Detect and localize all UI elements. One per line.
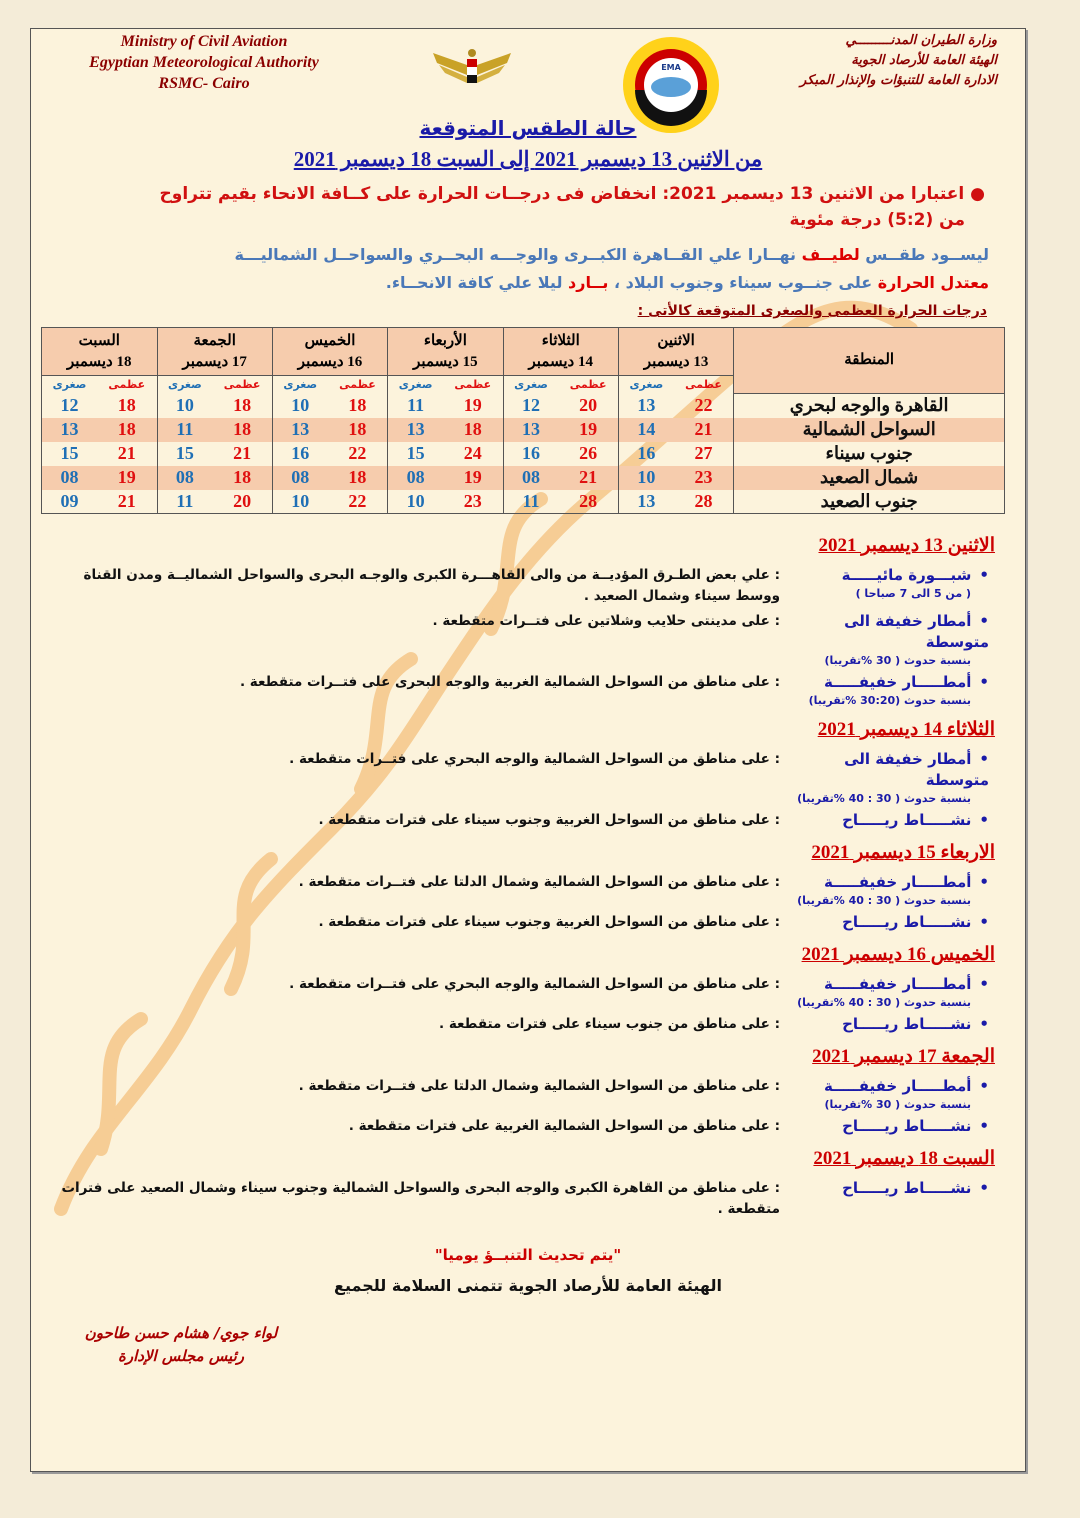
- probability-note: بنسبة حدوث ( 30 : 40 %تقريبا): [797, 792, 971, 805]
- min-temp: 13: [618, 490, 673, 514]
- phenomenon-label: [780, 974, 995, 1010]
- safety-wish: الهيئة العامة للأرصاد الجوية تتمنى السلامة للجميع: [334, 1276, 722, 1295]
- region-header: المنطقة: [734, 328, 1005, 394]
- forecast-item: [51, 1116, 995, 1137]
- affected-areas: : على مناطق من السواحل الشمالية وشمال الدلتا على فتــرات متقطعة .: [298, 874, 780, 890]
- affected-areas: : على مناطق من السواحل الشمالية الغربية والوجه البحرى على فتــرات متقطعة .: [239, 674, 780, 690]
- min-temp: 08: [503, 466, 558, 490]
- phenomenon-name: شبـــورة مائيـــــة: [841, 566, 972, 584]
- summary-highlight: معتدل الحرارة: [877, 273, 989, 292]
- day-name: الثلاثاء: [541, 332, 580, 349]
- max-temp: 18: [212, 418, 272, 442]
- table-row: [42, 466, 1005, 490]
- forecast-item: [51, 749, 995, 806]
- min-temp: 12: [42, 394, 97, 418]
- region-name: شمال الصعيد: [734, 466, 1005, 490]
- min-label: صغرى: [157, 376, 212, 394]
- max-temp: 18: [328, 418, 388, 442]
- forecast-item: [51, 872, 995, 908]
- bullet-icon: •: [979, 975, 989, 993]
- arabic-header: [747, 31, 997, 91]
- forecast-day-heading: الاثنين 13 ديسمبر 2021: [818, 535, 995, 556]
- probability-note: بنسبة حدوث ( 30 : 40 %تقريبا): [797, 996, 971, 1009]
- forecast-day-section: [51, 1147, 1005, 1220]
- phenomenon-label: [780, 1178, 995, 1199]
- probability-note: بنسبة حدوث ( 30 %تقريبا): [824, 654, 971, 667]
- phenomenon-label: [780, 565, 995, 601]
- forecast-item: [51, 1178, 995, 1220]
- phenomenon-name: نشـــــاط ريـــــاح: [842, 1117, 972, 1135]
- forecast-day-heading: الخميس 16 ديسمبر 2021: [801, 944, 995, 965]
- forecast-day-heading: الاربعاء 15 ديسمبر 2021: [811, 842, 995, 863]
- phenomenon-name: أمطار خفيفة الى متوسطة: [844, 750, 989, 789]
- max-temp: 18: [348, 395, 367, 415]
- max-temp: 19: [463, 395, 482, 415]
- summary-text: نهــارا علي القــاهرة الكبــرى والوجـــه البحــري والسواحــل الشماليـــة: [234, 245, 802, 264]
- bullet-icon: •: [979, 811, 989, 829]
- forecast-item: [51, 810, 995, 831]
- department-name-ar: الادارة العامة للتنبؤات والإنذار المبكر: [800, 73, 997, 88]
- forecast-day-section: [51, 943, 1005, 1035]
- affected-areas: : على مناطق من السواحل الشمالية الغربية على فترات متقطعة .: [348, 1118, 780, 1134]
- page-title: حالة الطقس المتوقعة: [419, 116, 637, 140]
- signatory-title: رئيس مجلس الإدارة: [118, 1347, 244, 1365]
- page-subtitle: من الاثنين 13 ديسمبر 2021 إلى السبت 18 ديسمبر 2021: [293, 147, 763, 171]
- max-temp: 23: [443, 490, 503, 514]
- phenomenon-label: [780, 611, 995, 668]
- max-temp: 19: [558, 418, 618, 442]
- day-date: 16 ديسمبر: [297, 353, 363, 370]
- temperatures-heading: درجات الحرارة العظمى والصغرى المتوقعة كالأتى :: [637, 303, 987, 319]
- max-temp: 18: [443, 418, 503, 442]
- phenomenon-label: [780, 912, 995, 933]
- day-name: الجمعة: [193, 332, 236, 349]
- day-header: [272, 328, 387, 376]
- phenomenon-label: [780, 872, 995, 908]
- day-name: الاثنين: [657, 332, 695, 349]
- max-temp: 26: [579, 443, 598, 463]
- phenomenon-label: [780, 1076, 995, 1112]
- phenomenon-name: أمطـــــار خفيفـــــة: [823, 873, 972, 891]
- max-temp: 18: [97, 418, 157, 442]
- forecast-day-section: [51, 534, 1005, 708]
- region-name: جنوب سيناء: [734, 442, 1005, 466]
- day-date: 15 ديسمبر: [413, 353, 478, 370]
- min-label: صغرى: [388, 376, 443, 394]
- bullet-icon: •: [979, 913, 989, 931]
- max-label: عظمى: [569, 378, 607, 392]
- ministry-eagle-logo-icon: [431, 45, 513, 97]
- forecast-day-heading: السبت 18 ديسمبر 2021: [813, 1148, 995, 1169]
- bullet-icon: •: [979, 1117, 989, 1135]
- day-date: 17 ديسمبر: [182, 353, 247, 370]
- table-row: [42, 442, 1005, 466]
- affected-areas: : علي بعض الطـرق المؤديــة من والى القاهـــرة الكبرى والوجـه البحرى والسواحل الشماليــة ومدن القناة ووسط سيناء وشمال الصعيد .: [83, 567, 780, 604]
- max-temp: 23: [674, 466, 734, 490]
- signature: [61, 1322, 301, 1368]
- forecast-item: [51, 565, 995, 607]
- min-temp: 08: [42, 466, 97, 490]
- bullet-icon: •: [979, 673, 989, 691]
- max-temp: 20: [212, 490, 272, 514]
- phenomenon-name: أمطار خفيفة الى متوسطة: [844, 612, 989, 651]
- min-temp: 15: [157, 442, 212, 466]
- summary-text: ليلا علي كافة الانحــاء.: [385, 273, 569, 292]
- min-temp: 15: [42, 442, 97, 466]
- region-name: جنوب الصعيد: [734, 490, 1005, 514]
- min-temp: 11: [503, 490, 558, 514]
- min-label: صغرى: [272, 376, 327, 394]
- table-row: [42, 418, 1005, 442]
- max-label: عظمى: [108, 378, 146, 392]
- max-temp: 21: [97, 490, 157, 514]
- min-temp: 16: [503, 442, 558, 466]
- max-temp: 19: [97, 466, 157, 490]
- weather-summary: [51, 241, 1005, 297]
- bullet-icon: •: [979, 873, 989, 891]
- phenomenon-label: [780, 749, 995, 806]
- min-temp: 13: [618, 394, 673, 418]
- min-temp: 11: [157, 490, 212, 514]
- max-temp: 21: [233, 443, 252, 463]
- forecast-day-heading: الثلاثاء 14 ديسمبر 2021: [817, 719, 995, 740]
- forecast-day-section: [51, 1045, 1005, 1137]
- forecast-day-section: [51, 841, 1005, 933]
- forecast-item: [51, 1014, 995, 1035]
- max-label: عظمى: [454, 378, 492, 392]
- min-temp: 13: [388, 418, 443, 442]
- phenomenon-name: نشـــــاط ريـــــاح: [842, 811, 972, 829]
- day-header: [388, 328, 503, 376]
- forecast-document: [30, 28, 1026, 1472]
- max-temp: 22: [694, 395, 713, 415]
- min-temp: 14: [618, 418, 673, 442]
- day-name: الخميس: [304, 332, 356, 349]
- min-temp: 12: [503, 394, 558, 418]
- max-temp: 18: [117, 395, 136, 415]
- min-temp: 09: [42, 490, 97, 514]
- max-temp: 18: [328, 466, 388, 490]
- phenomenon-label: [780, 672, 995, 708]
- max-temp: 28: [558, 490, 618, 514]
- max-temp: 20: [579, 395, 598, 415]
- document-body: [51, 181, 1005, 1368]
- forecast-item: [51, 672, 995, 708]
- table-row: [42, 394, 1005, 418]
- daily-forecast: [51, 534, 1005, 1230]
- probability-note: بنسبة حدوث ( 30 : 40 %تقريبا): [797, 894, 971, 907]
- phenomenon-name: نشـــــاط ريـــــاح: [842, 913, 972, 931]
- min-temp: 16: [272, 442, 327, 466]
- authority-name-ar: الهيئة العامة للأرصاد الجوية: [851, 53, 997, 68]
- min-temp: 08: [388, 466, 443, 490]
- region-name: القاهرة والوجه لبحري: [734, 394, 1005, 418]
- english-header: [69, 31, 339, 94]
- center-name: RSMC- Cairo: [158, 75, 250, 92]
- phenomenon-label: [780, 1014, 995, 1035]
- temperature-alert: ● اعتبارا من الاثنين 13 ديسمبر 2021: انخفاض فى درجــات الحرارة على كــافة الانحاء بقيم تتراوح من (5:2) درجة مئوية: [51, 181, 1005, 233]
- probability-note: ( من 5 الى 7 صباحا ): [855, 587, 971, 600]
- day-header: [503, 328, 618, 376]
- affected-areas: : على مناطق من السواحل الشمالية وشمال الدلتا على فتــرات متقطعة .: [298, 1078, 780, 1094]
- min-label: صغرى: [42, 376, 97, 394]
- day-date: 18 ديسمبر: [67, 353, 132, 370]
- min-label: صغرى: [503, 376, 558, 394]
- region-name: السواحل الشمالية: [734, 418, 1005, 442]
- max-temp: 21: [674, 418, 734, 442]
- max-label: عظمى: [223, 378, 261, 392]
- signatory-name: لواء جوي/ هشام حسن طاحون: [84, 1324, 278, 1342]
- day-header: [618, 328, 733, 376]
- forecast-item: [51, 974, 995, 1010]
- probability-note: بنسبة حدوث (30:20 %تقريبا): [808, 694, 971, 707]
- update-note: "يتم تحديث التنبــؤ يوميا": [434, 1246, 622, 1264]
- min-temp: 11: [388, 394, 443, 418]
- max-temp: 19: [443, 466, 503, 490]
- max-temp: 21: [558, 466, 618, 490]
- phenomenon-label: [780, 1116, 995, 1137]
- max-temp: 22: [348, 443, 367, 463]
- min-temp: 15: [388, 442, 443, 466]
- phenomenon-name: نشـــــاط ريـــــاح: [842, 1015, 972, 1033]
- max-label: عظمى: [339, 378, 376, 392]
- affected-areas: : على مناطق من السواحل الغربية وجنوب سيناء على فترات متقطعة .: [318, 914, 780, 930]
- logo-text: EMA: [661, 63, 681, 72]
- authority-name: Egyptian Meteorological Authority: [89, 54, 319, 71]
- affected-areas: : على مناطق من القاهرة الكبرى والوجه البحرى والسواحل الشمالية وجنوب سيناء وشمال الصعيد على فترات متقطعة .: [61, 1180, 780, 1217]
- min-temp: 13: [42, 418, 97, 442]
- day-name: الأربعاء: [423, 332, 467, 349]
- forecast-day-section: [51, 718, 1005, 831]
- day-date: 14 ديسمبر: [528, 353, 593, 370]
- summary-highlight: بــارد: [568, 273, 609, 292]
- alert-line-1: اعتبارا من الاثنين 13 ديسمبر 2021: انخفاض فى درجــات الحرارة على كــافة الانحاء بقيم تتراوح: [159, 184, 965, 204]
- bullet-icon: •: [979, 1179, 989, 1197]
- day-date: 13 ديسمبر: [643, 353, 709, 370]
- min-label: صغرى: [618, 376, 673, 394]
- forecast-item: [51, 1076, 995, 1112]
- min-temp: 11: [157, 418, 212, 442]
- phenomenon-name: أمطـــــار خفيفـــــة: [823, 1077, 972, 1095]
- max-temp: 22: [328, 490, 388, 514]
- bullet-icon: •: [979, 1015, 989, 1033]
- max-temp: 21: [117, 443, 136, 463]
- probability-note: بنسبة حدوث ( 30 %تقريبا): [824, 1098, 971, 1111]
- day-header: [157, 328, 272, 376]
- day-header: [42, 328, 158, 376]
- phenomenon-name: أمطـــــار خفيفـــــة: [823, 975, 972, 993]
- day-name: السبت: [78, 332, 120, 349]
- max-temp: 24: [463, 443, 482, 463]
- min-temp: 10: [618, 466, 673, 490]
- summary-text: على جنــوب سيناء وجنوب البلاد ،: [608, 273, 878, 292]
- affected-areas: : على مناطق من السواحل الشمالية والوجه البحري على فتــرات متقطعة .: [289, 751, 780, 767]
- ministry-name-ar: وزارة الطيران المدنـــــــــي: [845, 33, 997, 48]
- summary-highlight: لطيــف: [801, 245, 860, 264]
- min-temp: 16: [618, 442, 673, 466]
- affected-areas: : على مناطق من السواحل الشمالية والوجه البحري على فتــرات متقطعة .: [289, 976, 780, 992]
- max-label: عظمى: [685, 378, 722, 392]
- max-temp: 18: [212, 466, 272, 490]
- max-temp: 18: [233, 395, 252, 415]
- min-temp: 10: [388, 490, 443, 514]
- min-temp: 10: [157, 394, 212, 418]
- forecast-day-heading: الجمعة 17 ديسمبر 2021: [812, 1046, 995, 1067]
- bullet-icon: •: [979, 750, 989, 768]
- affected-areas: : على مدينتى حلايب وشلاتين على فتــرات متقطعة .: [432, 613, 780, 629]
- phenomenon-label: [780, 810, 995, 831]
- forecast-item: [51, 912, 995, 933]
- min-temp: 10: [272, 394, 327, 418]
- max-temp: 28: [674, 490, 734, 514]
- summary-text: ليســود طقــس: [859, 245, 989, 264]
- bullet-icon: •: [979, 1077, 989, 1095]
- affected-areas: : على مناطق من جنوب سيناء على فترات متقطعة .: [439, 1016, 780, 1032]
- phenomenon-name: أمطـــــار خفيفـــــة: [823, 673, 972, 691]
- phenomenon-name: نشـــــاط ريـــــاح: [842, 1179, 972, 1197]
- min-temp: 13: [272, 418, 327, 442]
- forecast-item: [51, 611, 995, 668]
- min-temp: 08: [157, 466, 212, 490]
- max-temp: 27: [694, 443, 713, 463]
- ministry-name: Ministry of Civil Aviation: [120, 33, 288, 50]
- min-temp: 13: [503, 418, 558, 442]
- min-temp: 10: [272, 490, 327, 514]
- bullet-icon: •: [979, 566, 989, 584]
- min-temp: 08: [272, 466, 327, 490]
- bullet-icon: •: [979, 612, 989, 630]
- table-row: [42, 490, 1005, 514]
- affected-areas: : على مناطق من السواحل الغربية وجنوب سيناء على فترات متقطعة .: [318, 812, 780, 828]
- alert-line-2: من (5:2) درجة مئوية: [789, 210, 965, 230]
- temperature-table: [41, 327, 1005, 514]
